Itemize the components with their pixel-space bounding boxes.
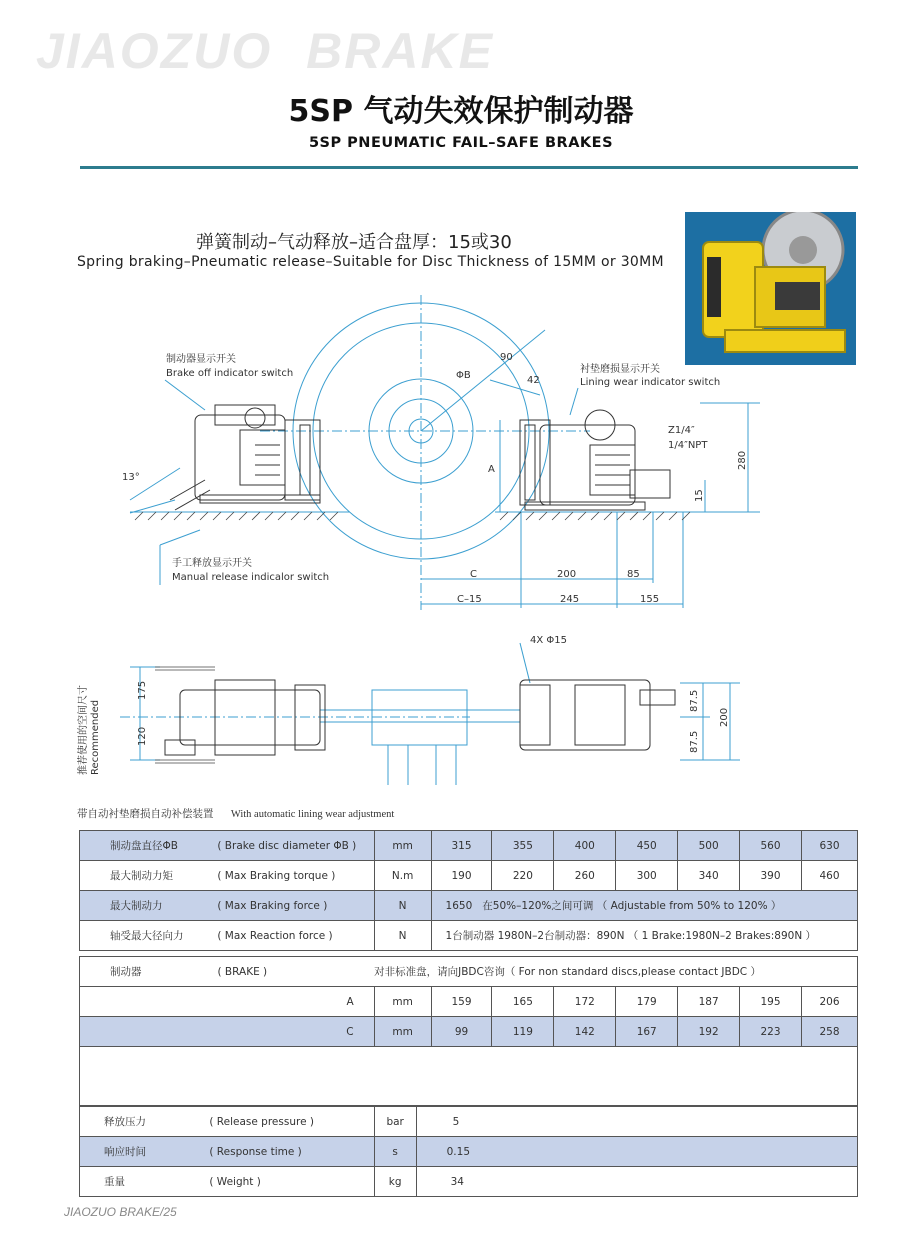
label-recommended-en: Recommended <box>90 699 101 775</box>
label-holes: 4X Φ15 <box>530 635 567 646</box>
label-15: 15 <box>694 489 705 502</box>
label-c-15: C–15 <box>457 594 482 605</box>
label-155: 155 <box>640 594 660 605</box>
label-90: 90 <box>500 352 513 363</box>
label-phib: ΦB <box>456 370 471 381</box>
table-row-braking-torque: 最大制动力矩 ( Max Braking torque ) N.m 190 220 260 300 340 390 460 <box>80 861 858 891</box>
auto-adjust-en: With automatic lining wear adjustment <box>230 809 395 820</box>
label-85: 85 <box>627 569 640 580</box>
table-row-response-time: 响应时间 ( Response time ) s 0.15 <box>80 1137 858 1167</box>
table-row-disc-diameter: 制动盘直径ΦB ( Brake disc diameter ΦB ) mm 315 355 400 450 500 560 630 <box>80 831 858 861</box>
title-rule <box>80 166 858 169</box>
table-row-braking-force: 最大制动力 ( Max Braking force ) N 1650 在50%–120%之间可调 （ Adjustable from 50% to 120% ） <box>80 891 858 921</box>
spec-table-dimensions <box>79 956 858 1106</box>
label-175: 175 <box>137 680 148 700</box>
table-row-release-pressure: 释放压力 ( Release pressure ) bar 5 <box>80 1107 858 1137</box>
subtitle-en: Spring braking–Pneumatic release–Suitable for Disc Thickness of 15MM or 30MM <box>77 254 664 270</box>
label-87-5-top: 87.5 <box>689 689 700 712</box>
label-npt: 1/4″NPT <box>668 440 708 451</box>
table-row-reaction-force: 轴受最大径向力 ( Max Reaction force ) N 1台制动器 1980N–2台制动器：890N （ 1 Brake:1980N–2 Brakes:890N ） <box>80 921 858 951</box>
table-blank-area <box>80 1047 858 1106</box>
label-87-5-bottom: 87.5 <box>689 730 700 753</box>
spec-table-main <box>79 830 858 951</box>
auto-adjust-note <box>77 806 394 821</box>
label-280: 280 <box>737 450 748 470</box>
auto-adjust-cn: 带自动衬垫磨损自动补偿装置 <box>77 808 214 820</box>
label-200-vertical: 200 <box>719 707 730 727</box>
label-120: 120 <box>137 726 148 746</box>
label-42: 42 <box>527 375 540 386</box>
label-manual-release-cn: 手工释放显示开关 <box>172 558 252 569</box>
label-z14: Z1/4″ <box>668 425 695 436</box>
label-245: 245 <box>560 594 580 605</box>
table-row-weight: 重量 ( Weight ) kg 34 <box>80 1167 858 1197</box>
table-row-a: A mm 159 165 172 179 187 195 206 <box>80 987 858 1017</box>
watermark-logo: JIAOZUO BRAKE <box>36 23 494 79</box>
label-c: C <box>470 569 477 580</box>
subtitle-cn: 弹簧制动–气动释放–适合盘厚：15或30 <box>196 232 512 253</box>
label-lining-wear-en: Lining wear indicator switch <box>580 377 721 388</box>
label-a: A <box>488 464 495 475</box>
label-lining-wear-cn: 衬垫磨损显示开关 <box>580 364 660 375</box>
page-footer: JIAOZUO BRAKE/25 <box>64 1205 177 1219</box>
page-title-en: 5SP PNEUMATIC FAIL–SAFE BRAKES <box>308 135 614 151</box>
table-row-brake-header: 制动器 ( BRAKE ) 对非标准盘，请向JBDC咨询（ For non standard discs,please contact JBDC ） <box>80 957 858 987</box>
label-recommended-cn: 推荐使用的空间尺寸 <box>78 685 89 775</box>
technical-drawing <box>0 280 922 800</box>
spec-table-operation <box>79 1106 858 1197</box>
label-brake-off-en: Brake off indicator switch <box>166 368 294 379</box>
page-title-cn: 5SP 气动失效保护制动器 <box>288 94 634 129</box>
label-angle: 13° <box>122 472 140 483</box>
label-200: 200 <box>557 569 577 580</box>
table-row-c: C mm 99 119 142 167 192 223 258 <box>80 1017 858 1047</box>
label-manual-release-en: Manual release indicalor switch <box>172 572 330 583</box>
label-brake-off-cn: 制动器显示开关 <box>166 354 236 365</box>
